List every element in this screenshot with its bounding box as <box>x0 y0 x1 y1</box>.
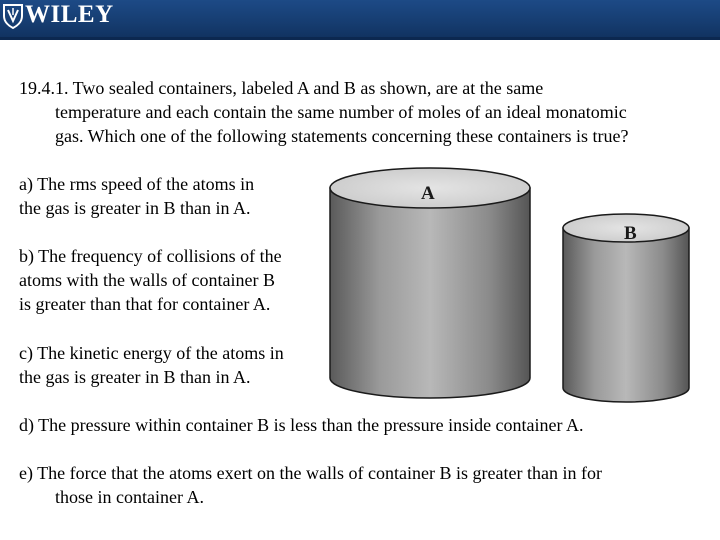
containers-figure <box>320 160 700 410</box>
container-b-body <box>563 228 689 402</box>
option-b-line-2: atoms with the walls of container B <box>19 270 275 290</box>
container-b <box>563 214 689 402</box>
container-b-label: B <box>624 223 637 244</box>
wiley-shield-icon <box>2 3 24 29</box>
option-b-line-1: b) The frequency of collisions of the <box>19 246 282 266</box>
option-d[interactable] <box>19 413 709 437</box>
option-c[interactable] <box>19 341 329 389</box>
option-a-line-2: the gas is greater in B than in A. <box>19 198 251 218</box>
option-e[interactable] <box>19 461 709 509</box>
option-d-line-1: d) The pressure within container B is less than the pressure inside container A. <box>19 415 584 435</box>
container-a-label: A <box>421 183 435 204</box>
wiley-logo-text: WILEY <box>25 1 114 28</box>
question-line-3: gas. Which one of the following statements concerning these containers is true? <box>55 126 629 146</box>
option-e-line-2: those in container A. <box>55 487 204 507</box>
header-divider <box>0 37 720 40</box>
option-a-line-1: a) The rms speed of the atoms in <box>19 174 255 194</box>
container-a <box>330 168 530 398</box>
option-e-line-1: e) The force that the atoms exert on the walls of container B is greater than in for <box>19 463 602 483</box>
container-a-body <box>330 188 530 398</box>
option-a[interactable] <box>19 172 329 220</box>
header-bar <box>0 0 720 37</box>
question-line-1: 19.4.1. Two sealed containers, labeled A and B as shown, are at the same <box>19 78 544 98</box>
question-text <box>19 76 709 148</box>
option-c-line-2: the gas is greater in B than in A. <box>19 367 251 387</box>
option-c-line-1: c) The kinetic energy of the atoms in <box>19 343 284 363</box>
option-b-line-3: is greater than that for container A. <box>19 294 271 314</box>
option-b[interactable] <box>19 244 329 316</box>
question-line-2: temperature and each contain the same number of moles of an ideal monatomic <box>55 102 627 122</box>
